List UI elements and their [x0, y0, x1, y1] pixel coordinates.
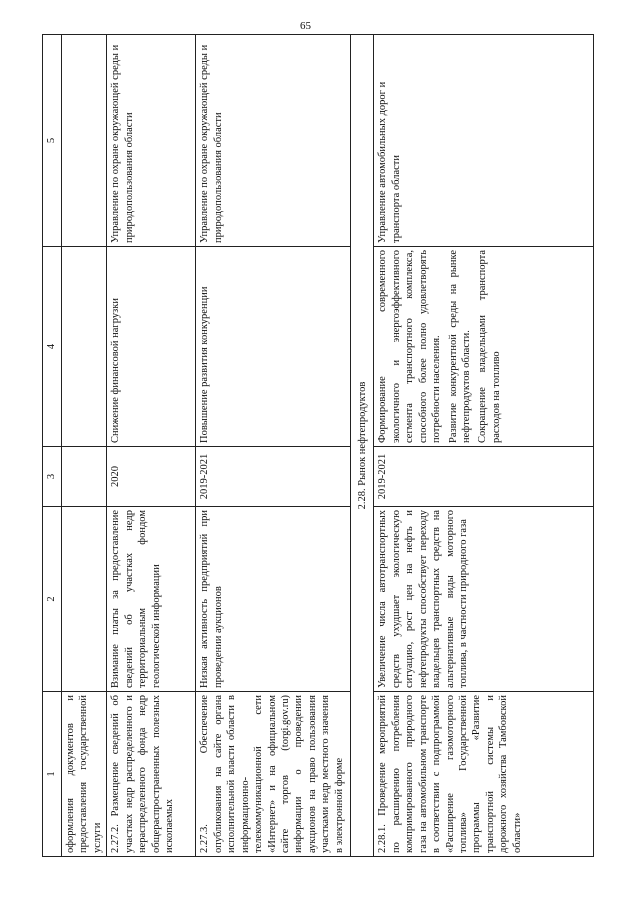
row-3-executor: Управление по охране окружающей среды и природопользования области — [196, 35, 351, 247]
row-3-problem: Низкая активность предприятий при проведении аукционов — [196, 507, 351, 692]
section-row — [351, 35, 374, 857]
row-3-result: Повышение развития конкуренции — [196, 247, 351, 447]
row-4-measure: 2.28.1. Проведение мероприятий по расширению потребления компримированного природного газа на автомобильном транспорте в соответствии с подпрограммой «Расширение газомоторного топлива» Государственной программы «Развитие транспортной системы и дорожного хозяйства Тамбовской области» — [374, 692, 594, 857]
row-2-period: 2020 — [107, 447, 196, 507]
row-1-measure: оформления документов и предоставления государственной услуги — [62, 692, 107, 857]
header-col-3: 3 — [43, 447, 62, 507]
header-col-5: 5 — [43, 35, 62, 247]
row-4-period: 2019-2021 — [374, 447, 594, 507]
header-col-4: 4 — [43, 247, 62, 447]
row-1-period — [62, 447, 107, 507]
row-2-problem: Взимание платы за предоставление сведений об участках недр территориальным фондом геологической информации — [107, 507, 196, 692]
header-col-2: 2 — [43, 507, 62, 692]
row-3-period: 2019-2021 — [196, 447, 351, 507]
row-1-executor — [62, 35, 107, 247]
row-2-executor: Управление по охране окружающей среды и природопользования области — [107, 35, 196, 247]
measures-table — [42, 34, 594, 857]
row-4-result-paragraph: Формирование современного экологичного и энергоэффективного сегмента транспортного комплекса, способного более полно удовлетворять потребности населения. — [377, 250, 443, 443]
row-2-measure: 2.27.2. Размещение сведений об участках недр распределенного и нераспределенного фонда недр общераспространенных полезных ископаемых — [107, 692, 196, 857]
table-row — [107, 35, 196, 857]
row-2-result: Снижение финансовой нагрузки — [107, 247, 196, 447]
table-header-row — [43, 35, 62, 857]
section-title: 2.28. Рынок нефтепродуктов — [351, 35, 374, 857]
row-4-executor: Управление автомобильных дорог и транспорта области — [374, 35, 594, 247]
header-col-1: 1 — [43, 692, 62, 857]
row-4-result-paragraph: Сокращение владельцами транспорта расходов на топливо — [477, 250, 502, 443]
table-row — [62, 35, 107, 857]
row-1-problem — [62, 507, 107, 692]
rotated-table-wrapper — [42, 35, 600, 857]
row-4-result-paragraph: Развитие конкурентной среды на рынке нефтепродуктов области. — [447, 250, 472, 443]
page-number: 65 — [300, 20, 311, 32]
table-row — [196, 35, 351, 857]
table-row — [374, 35, 594, 857]
row-1-result — [62, 247, 107, 447]
row-3-measure: 2.27.3. Обеспечение опубликования на сайте органа исполнительной власти области в информационно-телекоммуникационной сети «Интернет» и на официальном сайте торгов (torgi.gov.ru) информации о проведении аукционов на право пользования участками недр местного значения в электронной форме — [196, 692, 351, 857]
row-4-problem: Увеличение числа автотранспортных средств ухудшает экологическую ситуацию, рост цен на нефть и нефтепродукты способствует переходу владельцев транспортных средств на альтернативные виды моторного топлива, в частности природного газа — [374, 507, 594, 692]
row-4-result — [374, 247, 594, 447]
